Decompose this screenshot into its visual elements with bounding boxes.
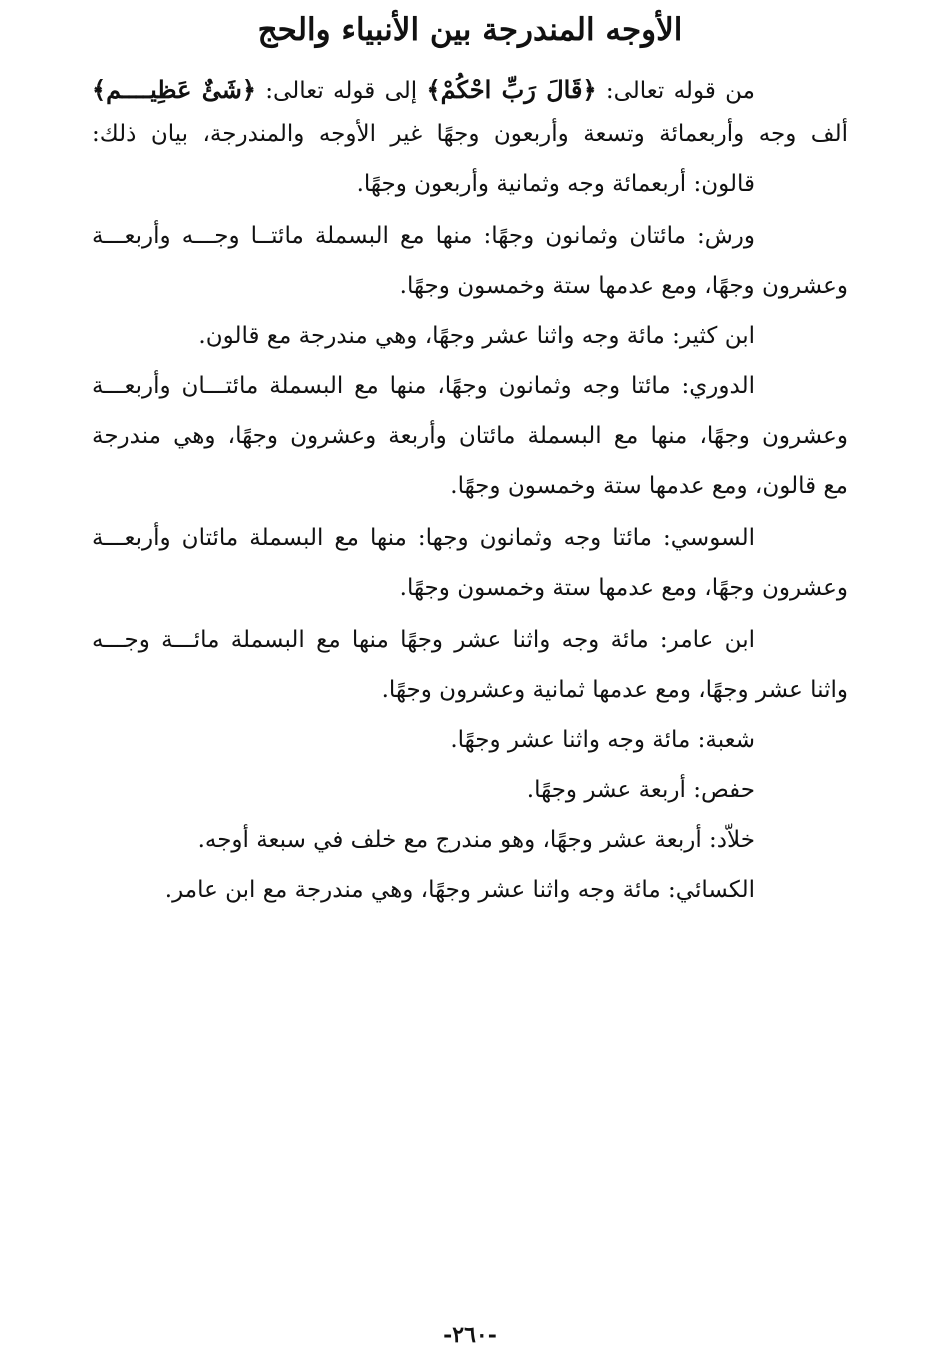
warsh-line-1: ورش: مائتان وثمانون وجهًا: منها مع البسملة مائتــا وجـــه وأربعـــة: [92, 223, 755, 249]
page-title: الأوجه المندرجة بين الأنبياء والحج: [257, 12, 683, 48]
duri-line-1: الدوري: مائتا وجه وثمانون وجهًا، منها مع البسملة مائتـــان وأربعـــة: [92, 373, 755, 399]
ibn-kathir-line: ابن كثير: مائة وجه واثنا عشر وجهًا، وهي مندرجة مع قالون.: [198, 323, 755, 349]
qalun-line: قالون: أربعمائة وجه وثمانية وأربعون وجهًا.: [356, 171, 755, 197]
intro-line: [92, 70, 755, 111]
duri-line-2: وعشرون وجهًا، منها مع البسملة مائتان وأربعة وعشرون وجهًا، وهي مندرجة: [92, 423, 848, 449]
susi-line-1: السوسي: مائتا وجه وثمانون وجها: منها مع البسملة مائتان وأربعـــة: [92, 525, 755, 551]
duri-line-3: مع قالون، ومع عدمها ستة وخمسون وجهًا.: [450, 473, 848, 499]
summary-line: ألف وجه وأربعمائة وتسعة وأربعون وجهًا غير الأوجه والمندرجة، بيان ذلك:: [92, 121, 848, 147]
page-number: -٢٦٠-: [443, 1322, 497, 1348]
ibn-amir-line-2: واثنا عشر وجهًا، ومع عدمها ثمانية وعشرون وجهًا.: [381, 677, 848, 703]
shuba-line: شعبة: مائة وجه واثنا عشر وجهًا.: [450, 727, 755, 753]
warsh-line-2: وعشرون وجهًا، ومع عدمها ستة وخمسون وجهًا.: [399, 273, 848, 299]
ibn-amir-line-1: ابن عامر: مائة وجه واثنا عشر وجهًا منها مع البسملة مائـــة وجـــه: [92, 627, 755, 653]
verse-end: ﴿شَئٌ عَظِيــــم﴾: [92, 75, 256, 104]
susi-line-2: وعشرون وجهًا، ومع عدمها ستة وخمسون وجهًا.: [399, 575, 848, 601]
kisai-line: الكسائي: مائة وجه واثنا عشر وجهًا، وهي مندرجة مع ابن عامر.: [164, 877, 755, 903]
intro-between: إلى قوله تعالى:: [255, 78, 427, 104]
hafs-line: حفص: أربعة عشر وجهًا.: [526, 777, 755, 803]
intro-prefix: من قوله تعالى:: [596, 78, 755, 104]
khallad-line: خلاّد: أربعة عشر وجهًا، وهو مندرج مع خلف في سبعة أوجه.: [197, 827, 755, 853]
verse-start: ﴿قَالَ رَبِّ احْكُمْ﴾: [426, 75, 597, 104]
